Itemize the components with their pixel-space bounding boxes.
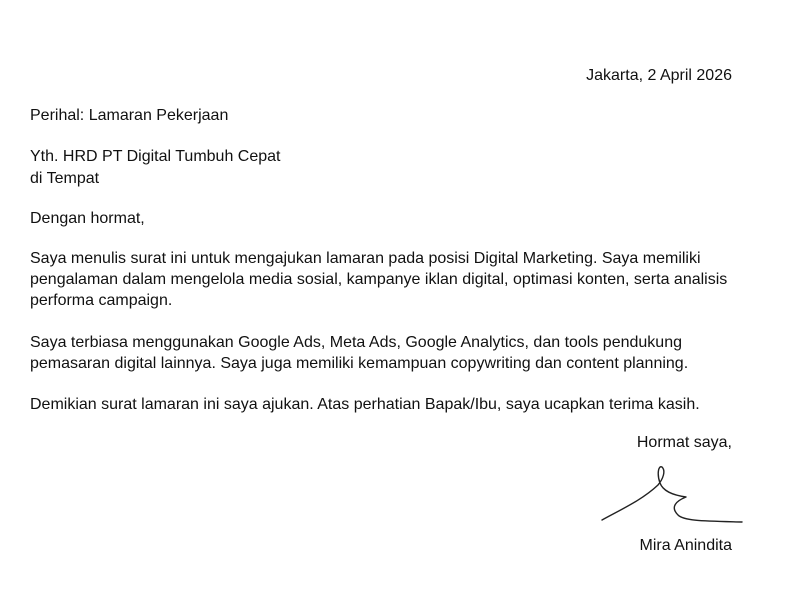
- paragraph-3: Demikian surat lamaran ini saya ajukan. Atas perhatian Bapak/Ibu, saya ucapkan terima kasih.: [30, 396, 700, 413]
- recipient-line-2: di Tempat: [30, 170, 100, 187]
- place-date: Jakarta, 2 April 2026: [586, 67, 732, 84]
- handwritten-signature: [600, 461, 744, 527]
- greeting: Dengan hormat,: [30, 210, 145, 227]
- paragraph-1: Saya menulis surat ini untuk mengajukan lamaran pada posisi Digital Marketing. Saya memiliki pengalaman dalam mengelola media sosial, kampanye iklan digital, optimasi konten, serta analisis performa campaign.: [30, 250, 728, 309]
- closing: Hormat saya,: [636, 434, 732, 451]
- letter-page: [30, 0, 732, 590]
- recipient-line-1: Yth. HRD PT Digital Tumbuh Cepat: [30, 148, 281, 165]
- subject-line: Perihal: Lamaran Pekerjaan: [30, 107, 229, 124]
- signature-name: Mira Anindita: [639, 537, 732, 554]
- paragraph-2: Saya terbiasa menggunakan Google Ads, Meta Ads, Google Analytics, dan tools pendukung pemasaran digital lainnya. Saya juga memiliki kemampuan copywriting dan content planning.: [30, 334, 689, 372]
